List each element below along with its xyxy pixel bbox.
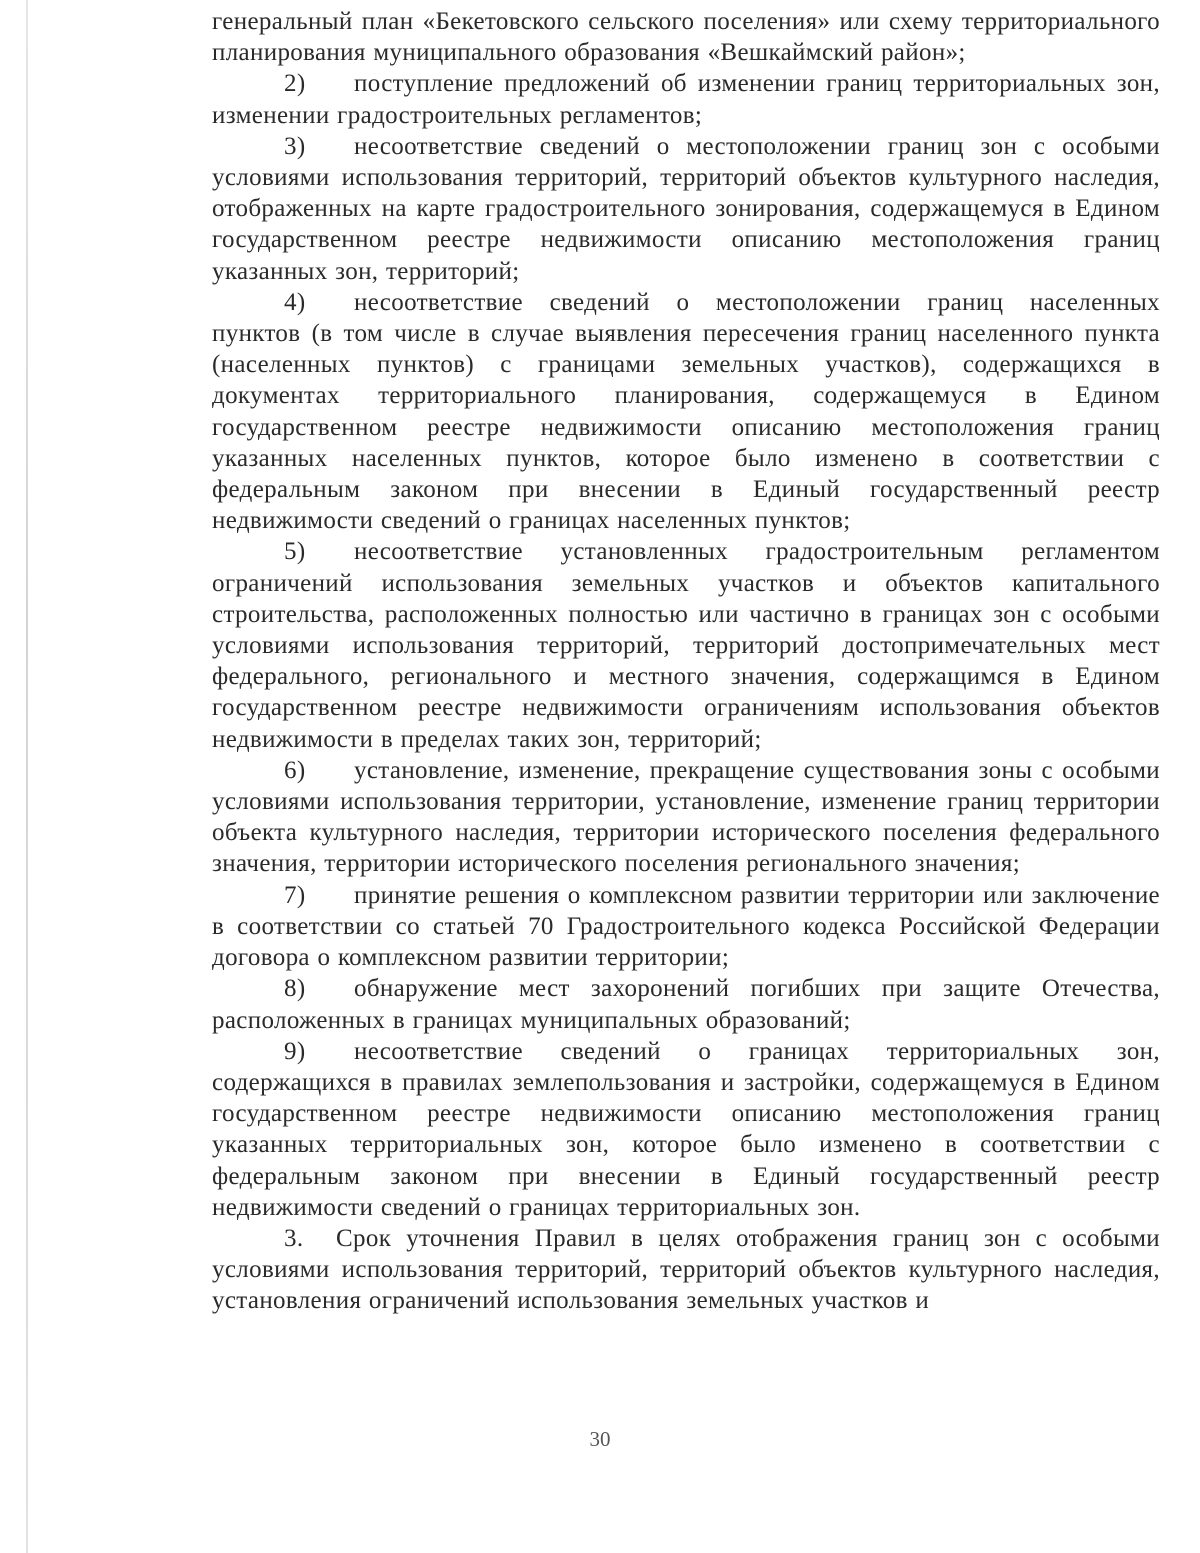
list-item-2 [212, 68, 1160, 130]
list-item-text: несоответствие установленных градостроительным регламентом ограничений использования земельных участков и объектов капитального строительства, расположенных полностью или частично в границах зон с особыми условиями использования территорий, территорий достопримечательных мест федерального, регионального и местного значения, содержащимся в Едином государственном реестре недвижимости ограничениям использования объектов недвижимости в пределах таких зон, территорий; [212, 538, 1160, 753]
list-item-text: поступление предложений об изменении границ территориальных зон, изменении градостроительных регламентов; [212, 70, 1160, 129]
list-item-text: установление, изменение, прекращение существования зоны с особыми условиями использования территории, установление, изменение границ территории объекта культурного наследия, территории исторического поселения федерального значения, территории исторического поселения регионального значения; [212, 756, 1160, 878]
list-item-6 [212, 755, 1160, 880]
list-item-number: 9) [284, 1037, 306, 1065]
continuation-paragraph: генеральный план «Бекетовского сельского поселения» или схему территориального планирования муниципального образования «Вешкаймский район»; [212, 8, 1160, 67]
page-number: 30 [589, 1427, 611, 1451]
list-item-number: 4) [284, 288, 306, 316]
list-item-number: 6) [284, 756, 306, 784]
list-item-text: обнаружение мест захоронений погибших при защите Отечества, расположенных в границах муниципальных образований; [212, 975, 1160, 1034]
list-item-7 [212, 880, 1160, 974]
list-item-number: 8) [284, 975, 306, 1003]
list-item-number: 3) [284, 132, 306, 160]
list-item-9 [212, 1036, 1160, 1223]
list-item-text: несоответствие сведений о границах территориальных зон, содержащихся в правилах землепользования и застройки, содержащемуся в Едином государственном реестре недвижимости описанию местоположения границ указанных территориальных зон, которое было изменено в соответствии с федеральным законом при внесении в Единый государственный реестр недвижимости сведений о границах территориальных зон. [212, 1037, 1160, 1221]
document-page [212, 6, 1160, 1317]
list-item-number: 2) [284, 70, 306, 98]
list-item-3 [212, 131, 1160, 287]
list-item-text: несоответствие сведений о местоположении границ зон с особыми условиями использования территорий, территорий объектов культурного наследия, отображенных на карте градостроительного зонирования, содержащемуся в Едином государственном реестре недвижимости описанию местоположения границ указанных зон, территорий; [212, 132, 1160, 285]
list-item-number: 7) [284, 881, 306, 909]
list-item-number: 5) [284, 538, 306, 566]
list-item-4 [212, 287, 1160, 537]
list-item-text: несоответствие сведений о местоположении границ населенных пунктов (в том числе в случае выявления пересечения границ населенного пункта (населенных пунктов) с границами земельных участков), содержащихся в документах территориального планирования, содержащемуся в Едином государственном реестре недвижимости описанию местоположения границ указанных населенных пунктов, которое было изменено в соответствии с федеральным законом при внесении в Единый государственный реестр недвижимости сведений о границах населенных пунктов; [212, 288, 1160, 535]
section-number: 3. [284, 1224, 304, 1252]
scan-edge-line [26, 0, 28, 1553]
list-item-5 [212, 536, 1160, 754]
list-item-8 [212, 973, 1160, 1035]
section-3-paragraph [212, 1223, 1160, 1317]
section-text: Срок уточнения Правил в целях отображения границ зон с особыми условиями использования территорий, территорий объектов культурного наследия, установления ограничений использования земельных участков и [212, 1224, 1160, 1315]
list-item-text: принятие решения о комплексном развитии территории или заключение в соответствии со статьей 70 Градостроительного кодекса Российской Федерации договора о комплексном развитии территории; [212, 881, 1160, 972]
